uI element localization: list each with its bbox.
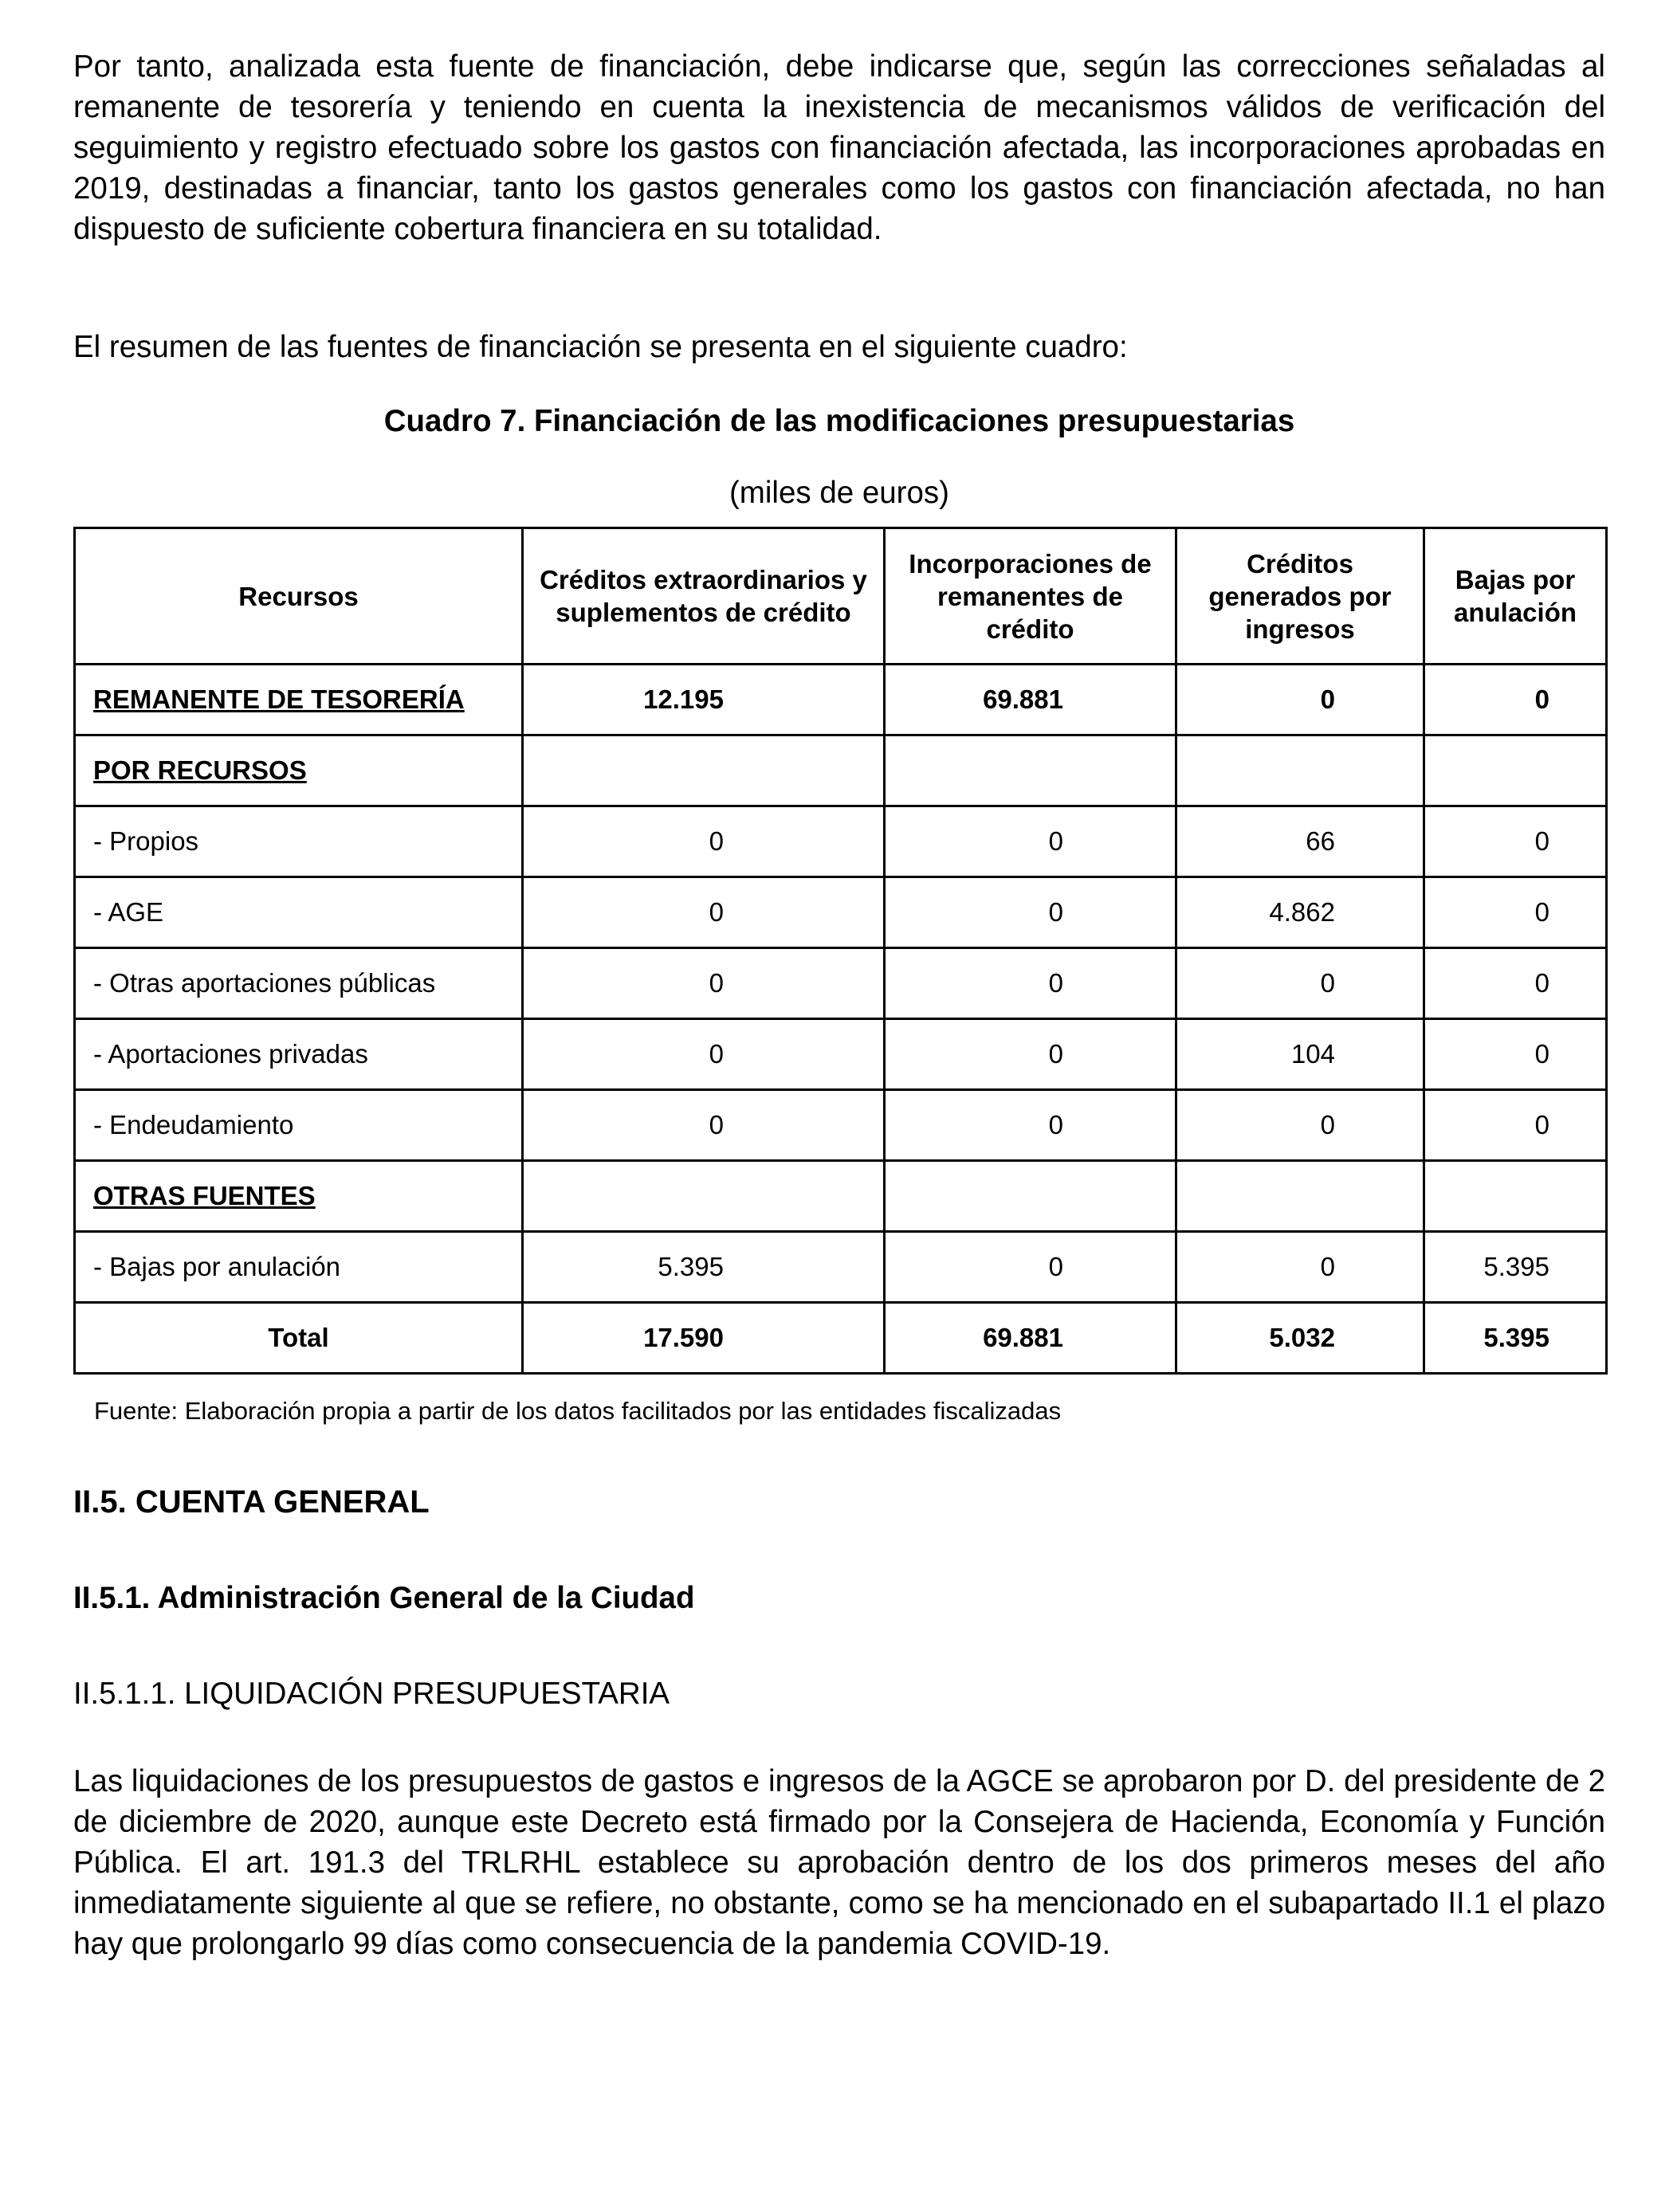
cell-value: 0 xyxy=(1424,665,1607,735)
table-row xyxy=(75,665,1607,735)
cell-value: 0 xyxy=(523,806,885,877)
row-label: - Bajas por anulación xyxy=(75,1232,523,1303)
table-row xyxy=(75,877,1607,948)
cell-value: 0 xyxy=(523,948,885,1019)
cell-value: 69.881 xyxy=(885,665,1176,735)
cell-value: 0 xyxy=(885,1090,1176,1161)
cell-value: 0 xyxy=(523,1090,885,1161)
cell-empty xyxy=(885,735,1176,806)
cell-value: 0 xyxy=(1176,1090,1424,1161)
table-row xyxy=(75,735,1607,806)
table-header-row xyxy=(75,528,1607,665)
liquidation-paragraph: Las liquidaciones de los presupuestos de gastos e ingresos de la AGCE se aprobaron por D. del presidente de 2 de diciembre de 2020, aunque este Decreto está firmado por la Consejera de Hacienda, Economía y Función Pública. El art. 191.3 del TRLRHL establece su aprobación dentro de los dos primeros meses del año inmediatamente siguiente al que se refiere, no obstante, como se ha mencionado en el subapartado II.1 el plazo hay que prolongarlo 99 días como consecuencia de la pandemia COVID-19. xyxy=(73,1764,1605,1961)
row-label: POR RECURSOS xyxy=(93,755,307,785)
row-label: - Aportaciones privadas xyxy=(75,1019,523,1090)
cell-value: 0 xyxy=(1424,1090,1607,1161)
total-value: 5.032 xyxy=(1176,1303,1424,1374)
cell-value: 4.862 xyxy=(1176,877,1424,948)
cell-value: 0 xyxy=(885,1232,1176,1303)
row-label: - AGE xyxy=(75,877,523,948)
cell-value: 0 xyxy=(885,1019,1176,1090)
table-row xyxy=(75,1090,1607,1161)
financing-table xyxy=(73,527,1608,1375)
row-label: - Otras aportaciones públicas xyxy=(75,948,523,1019)
header-incorporaciones: Incorporaciones de remanentes de crédito xyxy=(885,528,1176,665)
table-row xyxy=(75,1232,1607,1303)
table-row xyxy=(75,948,1607,1019)
subsection-heading: II.5.1. Administración General de la Ciudad xyxy=(73,1581,695,1615)
total-value: 17.590 xyxy=(523,1303,885,1374)
cell-empty xyxy=(523,1161,885,1232)
cell-value: 12.195 xyxy=(523,665,885,735)
summary-paragraph: El resumen de las fuentes de financiación se presenta en el siguiente cuadro: xyxy=(73,330,1128,364)
subsubsection-heading: II.5.1.1. LIQUIDACIÓN PRESUPUESTARIA xyxy=(73,1677,670,1711)
table-total-row xyxy=(75,1303,1607,1374)
row-label: OTRAS FUENTES xyxy=(93,1181,316,1210)
row-label: - Propios xyxy=(75,806,523,877)
cell-empty xyxy=(1176,735,1424,806)
header-creditos-extraordinarios: Créditos extraordinarios y suplementos de crédito xyxy=(523,528,885,665)
table-row xyxy=(75,1019,1607,1090)
cell-empty xyxy=(1424,735,1607,806)
table-title: Cuadro 7. Financiación de las modificaciones presupuestarias xyxy=(383,404,1295,438)
cell-value: 0 xyxy=(885,877,1176,948)
cell-value: 0 xyxy=(1176,948,1424,1019)
header-recursos: Recursos xyxy=(75,528,523,665)
document-page xyxy=(73,46,1605,1964)
cell-value: 0 xyxy=(1424,877,1607,948)
section-heading: II.5. CUENTA GENERAL xyxy=(73,1484,430,1520)
cell-value: 0 xyxy=(523,1019,885,1090)
row-label: - Endeudamiento xyxy=(75,1090,523,1161)
cell-value: 0 xyxy=(1176,665,1424,735)
cell-value: 0 xyxy=(885,948,1176,1019)
header-creditos-generados: Créditos generados por ingresos xyxy=(1176,528,1424,665)
cell-empty xyxy=(1424,1161,1607,1232)
cell-value: 5.395 xyxy=(523,1232,885,1303)
cell-empty xyxy=(1176,1161,1424,1232)
table-row xyxy=(75,806,1607,877)
cell-value: 5.395 xyxy=(1424,1232,1607,1303)
table-source-note: Fuente: Elaboración propia a partir de los datos facilitados por las entidades fiscalizadas xyxy=(94,1397,1062,1425)
total-value: 69.881 xyxy=(885,1303,1176,1374)
header-bajas: Bajas por anulación xyxy=(1424,528,1607,665)
cell-value: 0 xyxy=(1424,948,1607,1019)
cell-value: 0 xyxy=(523,877,885,948)
row-label: REMANENTE DE TESORERÍA xyxy=(93,684,465,714)
cell-empty xyxy=(523,735,885,806)
cell-value: 0 xyxy=(1176,1232,1424,1303)
cell-value: 0 xyxy=(1424,1019,1607,1090)
cell-value: 0 xyxy=(885,806,1176,877)
total-label: Total xyxy=(75,1303,523,1374)
total-value: 5.395 xyxy=(1424,1303,1607,1374)
table-row xyxy=(75,1161,1607,1232)
intro-paragraph: Por tanto, analizada esta fuente de financiación, debe indicarse que, según las correcciones señaladas al remanente de tesorería y teniendo en cuenta la inexistencia de mecanismos válidos de verificación del seguimiento y registro efectuado sobre los gastos con financiación afectada, las incorporaciones aprobadas en 2019, destinadas a financiar, tanto los gastos generales como los gastos con financiación afectada, no han dispuesto de suficiente cobertura financiera en su totalidad. xyxy=(73,49,1605,246)
cell-value: 66 xyxy=(1176,806,1424,877)
table-unit: (miles de euros) xyxy=(729,476,949,510)
cell-value: 0 xyxy=(1424,806,1607,877)
cell-empty xyxy=(885,1161,1176,1232)
cell-value: 104 xyxy=(1176,1019,1424,1090)
